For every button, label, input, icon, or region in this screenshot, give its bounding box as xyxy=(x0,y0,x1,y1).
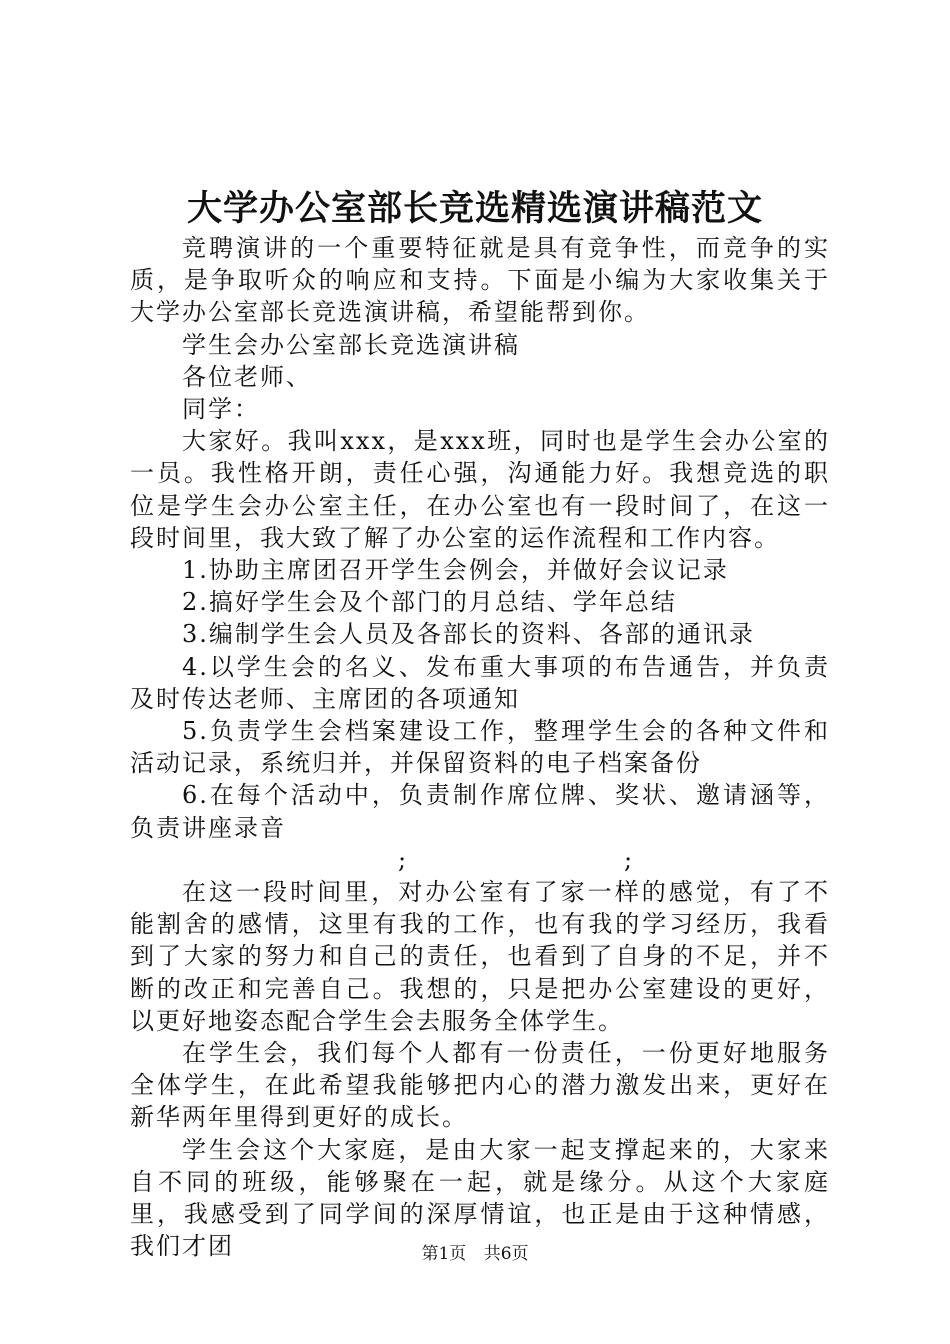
separator-mark: ; xyxy=(398,845,409,874)
duty-list-item: 1.协助主席团召开学生会例会，并做好会议记录 xyxy=(182,556,729,585)
duty-list-item: 6.在每个活动中，负责制作席位牌、奖状、邀请涵等，负责讲座录音 xyxy=(130,781,830,842)
page-number: 第1页 xyxy=(421,1244,467,1264)
body-paragraph: 在这一段时间里，对办公室有了家一样的感觉，有了不能割舍的感情，这里有我的工作，也有我的学习经历，我看到了大家的努力和自己的责任，也看到了自身的不足，并不断的改正和完善自己。我想的，只是把办公室建设的更好，以更好地姿态配合学生会去服务全体学生。 xyxy=(130,878,830,1035)
salutation-line: 各位老师、 xyxy=(182,362,312,391)
duty-list-item: 5.负责学生会档案建设工作，整理学生会的各种文件和活动记录，系统归并，并保留资料的电子档案备份 xyxy=(130,717,830,778)
salutation-line: 同学： xyxy=(182,395,260,424)
body-paragraph: 学生会这个大家庭，是由大家一起支撑起来的，大家来自不同的班级，能够聚在一起，就是缘分。从这个大家庭里，我感受到了同学间的深厚情谊，也正是由于这种情感，我们才团 xyxy=(130,1135,830,1261)
document-body xyxy=(130,232,830,1262)
page-footer xyxy=(0,1242,950,1266)
intro-paragraph: 竞聘演讲的一个重要特征就是具有竞争性，而竞争的实质，是争取听众的响应和支持。下面是小编为大家收集关于大学办公室部长竞选演讲稿，希望能帮到你。 xyxy=(130,234,830,327)
document-title: 大学办公室部长竞选精选演讲稿范文 xyxy=(186,188,763,229)
body-paragraph: 在学生会，我们每个人都有一份责任，一份更好地服务全体学生，在此希望我能够把内心的潜力激发出来，更好在新华两年里得到更好的成长。 xyxy=(130,1039,830,1132)
speech-heading: 学生会办公室部长竞选演讲稿 xyxy=(182,330,520,359)
duty-list-item: 3.编制学生会人员及各部长的资料、各部的通讯录 xyxy=(182,620,755,649)
duty-list-item: 2.搞好学生会及个部门的月总结、学年总结 xyxy=(182,588,677,617)
page-total: 共6页 xyxy=(483,1244,529,1264)
separator-line xyxy=(130,844,830,876)
body-paragraph: 大家好。我叫xxx，是xxx班，同时也是学生会办公室的一员。我性格开朗，责任心强，沟通能力好。我想竞选的职位是学生会办公室主任，在办公室也有一段时间了，在这一段时间里，我大致了解了办公室的运作流程和工作内容。 xyxy=(130,427,830,552)
separator-mark: ; xyxy=(624,845,635,874)
duty-list-item: 4.以学生会的名义、发布重大事项的布告通告，并负责及时传达老师、主席团的各项通知 xyxy=(130,652,830,713)
